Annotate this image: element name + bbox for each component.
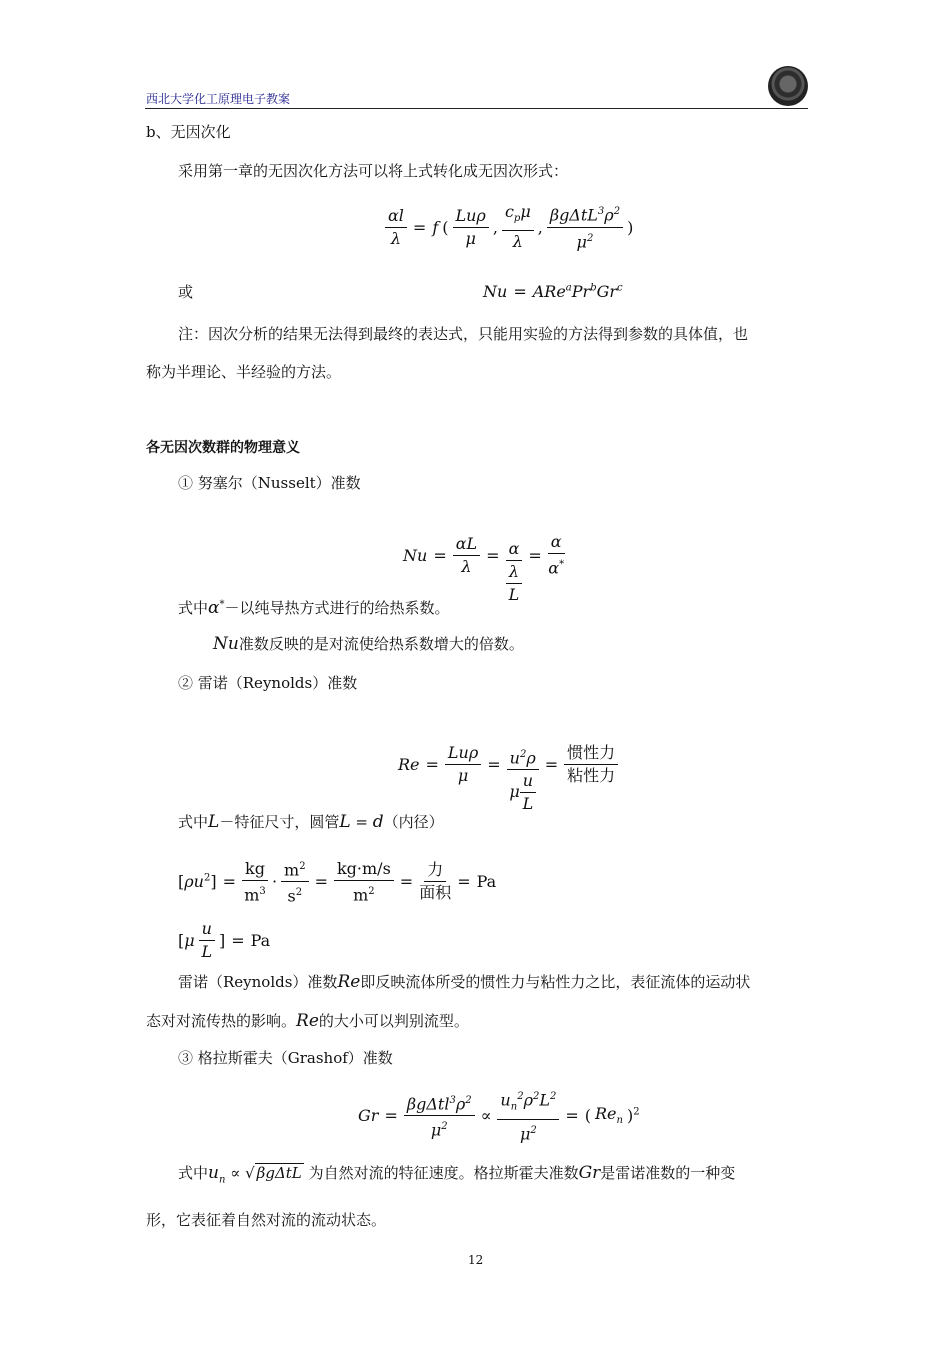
header-rule (145, 108, 808, 109)
grashof-title: ③ 格拉斯霍夫（Grashof）准数 (178, 1049, 393, 1067)
university-seal-icon (768, 66, 808, 106)
nusselt-where: 式中α*－以纯导热方式进行的给热系数。 (178, 598, 450, 618)
reynolds-equation: Re = $\frac{\text{Luρ}}{\mu}$ = $u^2\rho$ μ $\frac{u}{L}$ = $\frac{\text{惯性力}}{\text{粘性力}}$ (398, 716, 618, 813)
grashof-where: 式中$u_n$ ∝ √ βgΔtL 为自然对流的特征速度。格拉斯霍夫准数Gr是雷诺准数的一种变 (178, 1163, 736, 1186)
reynolds-meaning-line-1: 雷诺（Reynolds）准数Re即反映流体所受的惯性力与粘性力之比，表征流体的运动状 (178, 972, 751, 992)
inertia-force: 惯性力 (564, 744, 618, 765)
viscous-unit-equation: [μ $\frac{u}{L}$ ] = Pa (178, 919, 271, 961)
nusselt-equation: Nu = $\frac{\alpha L}{\lambda}$ = $\frac{\alpha}{\frac{\lambda}{L}}$ = $\frac{\alpha}{\alpha^*}$ (403, 531, 565, 604)
unit-area: 面积 (419, 883, 452, 903)
unit-force: 力 (424, 861, 446, 882)
reynolds-where: 式中L－特征尺寸，圆管L = d（内径） (178, 812, 444, 832)
nusselt-meaning: Nu准数反映的是对流使给热系数增大的倍数。 (213, 634, 524, 654)
grashof-equation: Gr = $\frac{\beta g\Delta tl^3\rho^2}{\mu^2}$ ∝ $\frac{u_n^2\rho^2L^2}{\mu^2}$ = ( $Re_n$ )$^2$ (358, 1088, 640, 1143)
or-label: 或 (178, 283, 194, 301)
reynolds-title: ② 雷诺（Reynolds）准数 (178, 674, 358, 692)
section-b-title: b、无因次化 (146, 123, 231, 141)
note-line-1: 注：因次分析的结果无法得到最终的表达式，只能用实验的方法得到参数的具体值，也 (178, 325, 749, 343)
pressure-unit-equation: $[\rho u^2]$ = $\frac{kg}{m^3}$ · $\frac{m^2}{s^2}$ = $\frac{kg\cdot m/s}{m^2}$ = $\frac{\text{力}}{\text{面积}}$ = Pa (178, 858, 497, 906)
dimensionless-equation: $\frac{\alpha l}{\lambda}$ = f ( $\frac{\text{Luρ}}{\mu}$ , $\frac{c_p\mu}{\lambda}$ , $\frac{\beta g\Delta tL^3\rho^2}{\mu^2}$ ) (385, 203, 633, 251)
reynolds-meaning-line-2: 态对对流传热的影响。Re的大小可以判别流型。 (146, 1011, 469, 1031)
grashof-line-2: 形，它表征着自然对流的流动状态。 (146, 1211, 387, 1229)
page-number: 12 (468, 1253, 484, 1267)
intro-text: 采用第一章的无因次化方法可以将上式转化成无因次形式： (178, 162, 569, 180)
nusselt-title: ① 努塞尔（Nusselt）准数 (178, 474, 361, 492)
note-line-2: 称为半理论、半经验的方法。 (146, 363, 342, 381)
nu-power-law: Nu = ARe$^a$Pr$^b$Gr$^c$ (483, 282, 623, 301)
section-heading: 各无因次数群的物理意义 (146, 440, 300, 456)
header-title: 西北大学化工原理电子教案 (146, 92, 291, 106)
viscous-force: 粘性力 (567, 766, 616, 786)
